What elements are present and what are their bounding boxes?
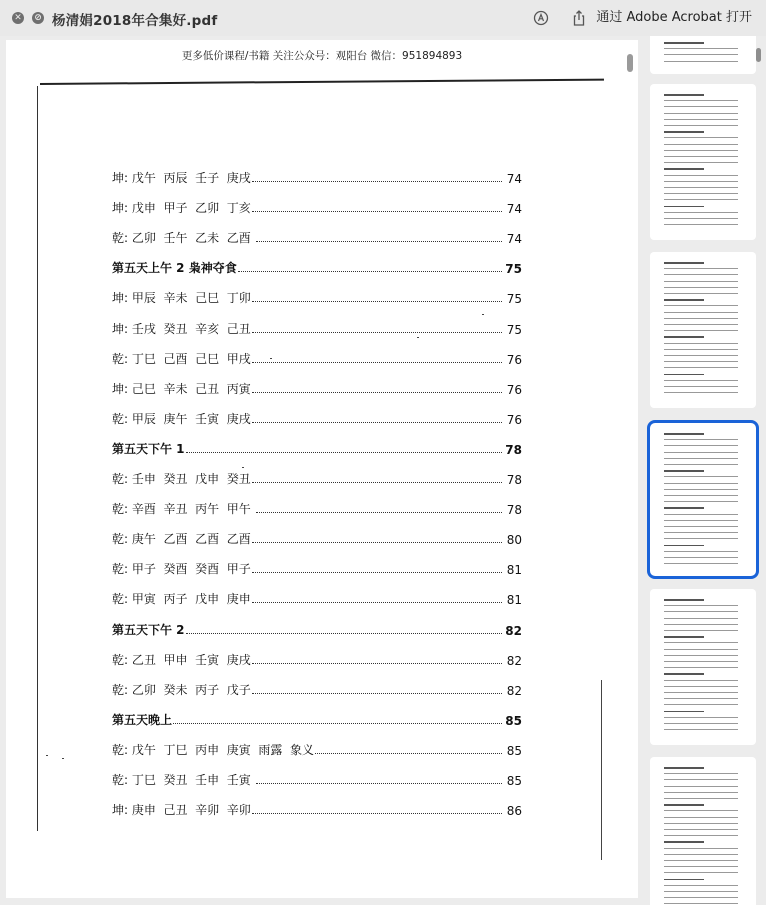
thumbnail-line [664, 199, 738, 200]
toc-entry-label: 坤: 壬戌 癸丑 辛亥 己丑 [112, 321, 251, 336]
thumbnail-line [664, 439, 738, 440]
thumbnail-line [664, 848, 738, 849]
thumbnail-line [664, 281, 738, 282]
thumbnail-line [664, 330, 738, 331]
thumbnail-line [664, 729, 738, 730]
toc-entry-page: 85 [506, 774, 522, 788]
thumbnail-line [664, 380, 738, 381]
toc-entry [112, 559, 522, 577]
thumbnail-line [664, 624, 738, 625]
thumbnail-line [664, 773, 738, 774]
thumbnail-line [664, 667, 738, 668]
toc-entry [112, 800, 522, 818]
thumbnail-line [664, 470, 704, 472]
toc-entry [112, 589, 522, 607]
thumbnail-line [664, 268, 738, 269]
thumbnail-line [664, 119, 738, 120]
thumbnail-line [664, 42, 704, 44]
thumbnail-line [664, 630, 738, 631]
thumbnail-line [664, 514, 738, 515]
toc-entry-label: 乾: 乙卯 壬午 乙未 乙酉 [112, 231, 255, 246]
thumbnail-line [664, 723, 738, 724]
toc-entry [112, 168, 522, 186]
toc-leader-dots [186, 452, 502, 453]
thumbnail-line [664, 520, 738, 521]
toc-entry [112, 620, 522, 638]
thumbnail-line [664, 841, 704, 843]
thumbnail-line [664, 106, 738, 107]
scan-speck [482, 314, 484, 315]
thumbnail-line [664, 767, 704, 769]
toc-entry [112, 710, 522, 728]
toc-entry [112, 680, 522, 698]
toc-entry-label: 坤: 戊午 丙辰 壬子 庚戌 [112, 171, 251, 185]
document-page [6, 40, 638, 898]
thumbnail-line [664, 885, 738, 886]
thumbnail-line [664, 854, 738, 855]
thumbnail-line [664, 94, 704, 96]
block-icon[interactable]: ⊘ [32, 12, 44, 24]
toc-entry-page: 81 [506, 563, 522, 578]
toc-leader-dots [238, 271, 502, 272]
thumbnail-line [664, 798, 738, 799]
toc-entry [112, 770, 522, 788]
thumbnail-line [664, 835, 738, 836]
page-thumb-3[interactable] [650, 252, 756, 408]
toc-leader-dots [186, 633, 502, 634]
thumbnail-line [664, 860, 738, 861]
thumbnail-line [664, 891, 738, 892]
thumbnail-line [664, 343, 738, 344]
scan-speck [417, 337, 419, 338]
thumbnail-line [664, 131, 704, 133]
toc-entry-page: 78 [506, 473, 522, 487]
toc-entry-page: 82 [505, 623, 522, 638]
toc-leader-dots [252, 482, 502, 483]
scan-speck [46, 755, 48, 756]
title-bar [0, 0, 766, 36]
thumbnail-line [664, 193, 738, 194]
toc-entry-page: 76 [506, 382, 522, 397]
thumbnail-line [664, 704, 738, 705]
toc-entry-label: 坤: 戊申 甲子 乙卯 丁亥 [112, 201, 251, 216]
thumbnail-line [664, 642, 738, 643]
thumbnail-line [664, 532, 738, 533]
toc-entry-label: 第五天下午 1 [112, 441, 185, 456]
thumbnail-line [664, 150, 738, 151]
thumbnail-line [664, 495, 738, 496]
thumbnail-line [664, 392, 738, 393]
toc-leader-dots [252, 332, 502, 333]
page-header: 更多低价课程/书籍 关注公众号：观阳台 微信：951894893 [181, 50, 463, 62]
toc-entry-page: 82 [506, 683, 522, 698]
thumbnail-line [664, 206, 704, 208]
thumbnail-line [664, 792, 738, 793]
thumbnail-line [664, 872, 738, 873]
thumbnail-line [664, 187, 738, 188]
thumbnail-line [664, 717, 738, 718]
toc-leader-dots [252, 181, 502, 182]
toc-entry-page: 81 [506, 593, 522, 608]
toc-entry-label: 坤: 己巳 辛未 己丑 丙寅 [112, 381, 251, 396]
thumbnail-line [664, 483, 738, 484]
thumbnail-line [664, 48, 738, 49]
thumbnail-line [664, 661, 738, 662]
toc-entry-label: 第五天上午 2 枭神夺食 [112, 261, 237, 276]
toc-entry [112, 288, 522, 306]
toc-entry-page: 74 [506, 232, 522, 247]
thumbnail-line [664, 810, 738, 811]
toc-entry-page: 75 [506, 322, 522, 337]
thumbnail-line [664, 212, 738, 213]
thumbnail-line [664, 367, 738, 368]
thumbnail-line [664, 545, 704, 547]
toc-entry [112, 529, 522, 547]
thumbnail-line [664, 61, 738, 62]
thumbnail-line [664, 156, 738, 157]
toc-entry [112, 439, 522, 457]
thumbnail-line [664, 692, 738, 693]
page-scrollbar[interactable] [627, 54, 633, 72]
open-in-acrobat-button[interactable]: 通过 Adobe Acrobat 打开 [596, 10, 752, 25]
toc-entry-label: 乾: 乙丑 甲申 壬寅 庚戌 [112, 652, 251, 667]
toc-entry-label: 乾: 丁巳 癸丑 壬申 壬寅 [112, 773, 255, 787]
thumbnail-line [664, 618, 738, 619]
thumbnail-line [664, 903, 738, 904]
thumbnail-line [664, 218, 738, 219]
toc-entry-label: 乾: 甲寅 丙子 戊申 庚申 [112, 592, 251, 607]
scan-speck [62, 758, 64, 759]
toc-leader-dots [252, 693, 502, 694]
scan-border-top [40, 79, 604, 85]
page-thumb-1[interactable] [650, 36, 756, 74]
toc-entry-label: 乾: 甲辰 庚午 壬寅 庚戌 [112, 411, 251, 426]
toc-leader-dots [256, 241, 502, 242]
thumbnail-line [664, 162, 738, 163]
toc-entry [112, 379, 522, 397]
toc-leader-dots [252, 392, 502, 393]
thumbnail-line [664, 829, 738, 830]
thumbnail-line [664, 433, 704, 435]
thumbnail-line [664, 386, 738, 387]
thumbnail-line [664, 137, 738, 138]
thumbnail-line [664, 181, 738, 182]
thumbnail-line [664, 464, 738, 465]
thumbnail-line [664, 673, 704, 675]
thumbnail-line [664, 374, 704, 376]
thumbnail-line [664, 349, 738, 350]
toc-entry-page: 75 [505, 262, 522, 277]
thumbnail-line [664, 100, 738, 101]
thumbnail-line [664, 452, 738, 453]
thumbnail-line [664, 113, 738, 114]
thumbnail-line [664, 823, 738, 824]
toc-leader-dots [252, 602, 502, 603]
page-thumb-5[interactable] [650, 589, 756, 745]
toc-leader-dots [252, 813, 502, 814]
page-thumb-4[interactable] [650, 423, 756, 576]
page-thumb-2[interactable] [650, 84, 756, 240]
thumbnail-line [664, 262, 704, 264]
thumbnail-line [664, 305, 738, 306]
thumbnail-line [664, 526, 738, 527]
scan-speck [270, 358, 272, 359]
toc-entry-page: 80 [506, 533, 522, 548]
thumbnail-line [664, 605, 738, 606]
thumbnail-line [664, 599, 704, 601]
thumbnail-line [664, 287, 738, 288]
thumbnail-line [664, 636, 704, 638]
toc-leader-dots [256, 512, 502, 513]
thumbnail-line [664, 680, 738, 681]
thumbnail-sidebar [643, 36, 766, 905]
thumbnail-line [664, 312, 738, 313]
thumbnail-line [664, 779, 738, 780]
thumbnail-line [664, 557, 738, 558]
toc-entry-label: 乾: 辛酉 辛丑 丙午 甲午 [112, 502, 255, 517]
toc-entry [112, 469, 522, 487]
close-icon[interactable]: ✕ [12, 12, 24, 24]
thumbnail-line [664, 686, 738, 687]
thumbnail-line [664, 274, 738, 275]
toc-entry-page: 76 [506, 412, 522, 427]
toc-leader-dots [252, 211, 502, 212]
thumbnail-line [664, 804, 704, 806]
thumbnail-line [664, 355, 738, 356]
scan-border-right [601, 680, 602, 860]
toc-entry [112, 258, 522, 276]
thumbnail-line [664, 224, 738, 225]
share-icon[interactable] [570, 9, 588, 27]
thumbnail-line [664, 655, 738, 656]
thumbnail-line [664, 879, 704, 881]
toc-entry [112, 198, 522, 216]
toc-entry-page: 74 [506, 172, 522, 186]
thumbnail-line [664, 125, 738, 126]
thumbnail-line [664, 698, 738, 699]
toc-leader-dots [252, 362, 502, 363]
toc-entry-label: 乾: 乙卯 癸未 丙子 戊子 [112, 682, 251, 697]
thumbnail-line [664, 866, 738, 867]
thumbnail-line [664, 144, 738, 145]
markup-icon[interactable] [532, 9, 550, 27]
page-thumb-6[interactable] [650, 757, 756, 905]
toc-entry-page: 86 [506, 804, 522, 819]
toc-entry [112, 740, 522, 758]
thumbnail-line [664, 563, 738, 564]
toc-entry-page: 75 [506, 292, 522, 307]
toc-leader-dots [256, 783, 502, 784]
toc-leader-dots [252, 572, 502, 573]
thumbnail-line [664, 817, 738, 818]
thumbnail-line [664, 445, 738, 446]
toc-entry-label: 乾: 甲子 癸酉 癸酉 甲子 [112, 562, 251, 577]
toc-leader-dots [315, 753, 502, 754]
toc-entry-label: 乾: 庚午 乙酉 乙酉 乙酉 [112, 532, 251, 547]
toc-leader-dots [252, 301, 502, 302]
thumbnail-line [664, 299, 704, 301]
thumbnail-line [664, 293, 738, 294]
thumbnail-line [664, 458, 738, 459]
toc-entry-label: 坤: 庚申 己丑 辛卯 辛卯 [112, 803, 251, 818]
toc-leader-dots [252, 542, 502, 543]
toc-entry-label: 乾: 丁巳 己酉 己巳 甲戌 [112, 351, 251, 366]
toc-leader-dots [252, 663, 502, 664]
thumbnail-line [664, 501, 738, 502]
thumbnail-line [664, 897, 738, 898]
thumbnail-line [664, 361, 738, 362]
toc-entry-label: 第五天下午 2 [112, 622, 185, 637]
toc-leader-dots [252, 422, 502, 423]
thumbnail-line [664, 489, 738, 490]
document-title: 杨清娟2018年合集好.pdf [52, 13, 218, 29]
thumbnail-line [664, 711, 704, 713]
toc-entry [112, 319, 522, 337]
toc-entry-page: 76 [506, 352, 522, 367]
thumbnail-line [664, 786, 738, 787]
thumbnail-line [664, 538, 738, 539]
thumbnail-line [664, 318, 738, 319]
scan-speck [242, 467, 244, 468]
toc-entry-page: 82 [506, 653, 522, 668]
thumbnail-line [664, 649, 738, 650]
toc-entry [112, 228, 522, 246]
toc-leader-dots [173, 723, 502, 724]
thumbnail-line [664, 507, 704, 509]
thumbnail-line [664, 324, 738, 325]
toc-entry-page: 85 [505, 713, 522, 728]
sidebar-scrollbar[interactable] [756, 48, 761, 62]
toc-entry-page: 78 [505, 442, 522, 457]
thumbnail-line [664, 168, 704, 170]
thumbnail-line [664, 175, 738, 176]
toc-entry [112, 650, 522, 668]
toc-entry [112, 349, 522, 367]
toc-entry-page: 78 [506, 503, 522, 518]
toc-entry-page: 74 [506, 202, 522, 217]
toc-entry [112, 499, 522, 517]
thumbnail-line [664, 551, 738, 552]
toc-entry-label: 乾: 戊午 丁巳 丙申 庚寅 雨露 象义 [112, 742, 315, 757]
thumbnail-line [664, 336, 704, 338]
thumbnail-line [664, 54, 738, 55]
thumbnail-line [664, 611, 738, 612]
toc-entry-label: 乾: 壬申 癸丑 戊申 癸丑 [112, 472, 251, 486]
toc-entry-page: 85 [506, 743, 522, 758]
toc-entry-label: 坤: 甲辰 辛未 己巳 丁卯 [112, 291, 251, 306]
toc-entry [112, 409, 522, 427]
toc-entry-label: 第五天晚上 [112, 712, 173, 727]
scan-border-left [37, 86, 38, 831]
thumbnail-line [664, 476, 738, 477]
